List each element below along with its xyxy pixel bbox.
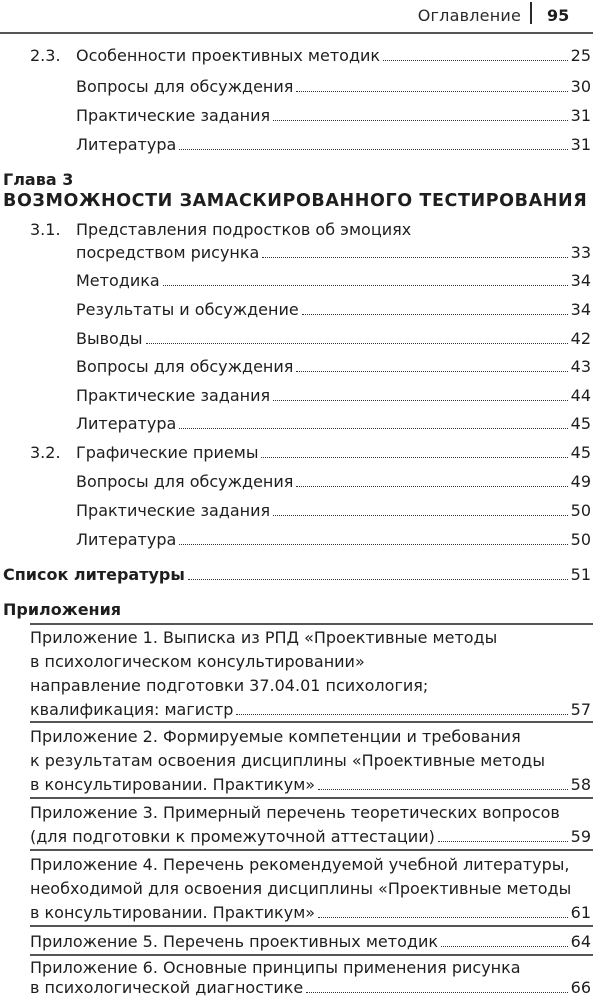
appendix-4-line[interactable]: Приложение 4. Перечень рекомендуемой учебной литературы, bbox=[30, 855, 570, 874]
header-rule bbox=[0, 32, 593, 34]
appendices-heading: Приложения bbox=[3, 600, 122, 619]
dot-leader bbox=[273, 514, 568, 516]
toc-entry[interactable] bbox=[76, 271, 591, 291]
dot-leader bbox=[179, 427, 567, 429]
dot-leader bbox=[441, 945, 568, 947]
dot-leader bbox=[383, 59, 568, 61]
toc-page-number: 31 bbox=[570, 106, 591, 125]
toc-entry-title: Графические приемы bbox=[76, 443, 259, 462]
dot-leader bbox=[179, 148, 567, 150]
toc-page-number: 50 bbox=[570, 530, 591, 549]
toc-page-number: 49 bbox=[570, 472, 591, 491]
running-header bbox=[0, 0, 593, 34]
toc-entry-title: Выводы bbox=[76, 329, 143, 348]
toc-page-number: 57 bbox=[570, 700, 591, 719]
toc-entry-title: Вопросы для обсуждения bbox=[76, 77, 294, 96]
toc-entry-title: Практические задания bbox=[76, 386, 271, 405]
toc-entry-title: в консультировании. Практикум» bbox=[30, 775, 316, 794]
toc-entry-title: Особенности проективных методик bbox=[76, 46, 381, 65]
toc-entry-3-2[interactable] bbox=[76, 443, 591, 463]
dot-leader bbox=[188, 578, 568, 580]
toc-entry-appendix-3[interactable] bbox=[30, 827, 591, 847]
appendix-divider bbox=[30, 954, 593, 956]
toc-entry-title: Практические задания bbox=[76, 106, 271, 125]
toc-entry-appendix-2[interactable] bbox=[30, 775, 591, 795]
appendix-3-line[interactable]: Приложение 3. Примерный перечень теоретических вопросов bbox=[30, 803, 560, 822]
dot-leader bbox=[296, 90, 567, 92]
toc-entry-title: в консультировании. Практикум» bbox=[30, 903, 316, 922]
page-number: 95 bbox=[547, 6, 570, 25]
toc-entry[interactable] bbox=[76, 501, 591, 521]
dot-leader bbox=[318, 788, 568, 790]
appendix-divider bbox=[30, 925, 593, 927]
appendix-divider bbox=[30, 797, 593, 799]
appendix-2-line[interactable]: Приложение 2. Формируемые компетенции и требования bbox=[30, 727, 521, 746]
chapter-label: Глава 3 bbox=[3, 170, 74, 189]
toc-entry-title: Литература bbox=[76, 414, 177, 433]
toc-entry-title: (для подготовки к промежуточной аттестации) bbox=[30, 827, 435, 846]
toc-entry[interactable] bbox=[76, 472, 591, 492]
toc-entry[interactable] bbox=[76, 135, 591, 155]
toc-entry-title: Приложение 5. Перечень проективных методик bbox=[30, 932, 439, 951]
toc-page-number: 25 bbox=[570, 46, 591, 65]
toc-entry-title: Список литературы bbox=[3, 565, 185, 584]
toc-page-number: 61 bbox=[570, 903, 591, 922]
section-number: 3.2. bbox=[30, 443, 61, 462]
dot-leader bbox=[438, 840, 568, 842]
dot-leader bbox=[273, 399, 568, 401]
toc-page-number: 44 bbox=[570, 386, 591, 405]
toc-entry-title: Методика bbox=[76, 271, 160, 290]
appendix-1-line: в психологическом консультировании» bbox=[30, 652, 365, 671]
toc-entry-appendix-1[interactable] bbox=[30, 700, 591, 720]
toc-page-number: 51 bbox=[570, 565, 591, 584]
toc-entry-appendix-5[interactable] bbox=[30, 932, 591, 952]
appendix-2-line: к результатам освоения дисциплины «Проективные методы bbox=[30, 751, 545, 770]
toc-entry[interactable] bbox=[76, 414, 591, 434]
toc-entry-3-1[interactable] bbox=[76, 243, 591, 263]
toc-page-number: 43 bbox=[570, 357, 591, 376]
toc-page-number: 33 bbox=[570, 243, 591, 262]
toc-entry[interactable] bbox=[76, 300, 591, 320]
dot-leader bbox=[273, 119, 568, 121]
toc-entry[interactable] bbox=[76, 329, 591, 349]
toc-page-number: 50 bbox=[570, 501, 591, 520]
toc-page-number: 42 bbox=[570, 329, 591, 348]
toc-page-number: 58 bbox=[570, 775, 591, 794]
toc-entry-references[interactable] bbox=[3, 565, 591, 585]
toc-entry-appendix-4[interactable] bbox=[30, 903, 591, 923]
toc-page-number: 45 bbox=[570, 443, 591, 462]
toc-entry-appendix-6[interactable] bbox=[30, 978, 591, 998]
toc-page-number: 30 bbox=[570, 77, 591, 96]
toc-entry-title: в психологической диагностике bbox=[30, 978, 304, 997]
dot-leader bbox=[163, 284, 568, 286]
toc-entry-title: посредством рисунка bbox=[76, 243, 260, 262]
dot-leader bbox=[236, 713, 567, 715]
dot-leader bbox=[296, 370, 567, 372]
dot-leader bbox=[306, 991, 567, 993]
toc-page-number: 64 bbox=[570, 932, 591, 951]
toc-entry-2-3[interactable] bbox=[76, 46, 591, 66]
toc-entry-title: Литература bbox=[76, 135, 177, 154]
section-number: 3.1. bbox=[30, 220, 61, 239]
appendix-divider bbox=[30, 721, 593, 723]
toc-page-number: 31 bbox=[570, 135, 591, 154]
appendix-1-line[interactable]: Приложение 1. Выписка из РПД «Проективные методы bbox=[30, 628, 498, 647]
toc-entry-title: Результаты и обсуждение bbox=[76, 300, 299, 319]
appendix-divider bbox=[30, 849, 593, 851]
section-number: 2.3. bbox=[30, 46, 61, 65]
dot-leader bbox=[179, 543, 567, 545]
dot-leader bbox=[146, 342, 568, 344]
dot-leader bbox=[318, 916, 568, 918]
toc-entry-title: Практические задания bbox=[76, 501, 271, 520]
toc-entry-title-line: Представления подростков об эмоциях bbox=[76, 220, 412, 239]
toc-entry[interactable] bbox=[76, 77, 591, 97]
toc-entry[interactable] bbox=[76, 386, 591, 406]
header-separator bbox=[530, 2, 532, 24]
toc-entry-title: Литература bbox=[76, 530, 177, 549]
dot-leader bbox=[296, 485, 567, 487]
toc-entry-title: квалификация: магистр bbox=[30, 700, 234, 719]
toc-page-number: 59 bbox=[570, 827, 591, 846]
toc-entry-title: Вопросы для обсуждения bbox=[76, 472, 294, 491]
toc-entry-title: Вопросы для обсуждения bbox=[76, 357, 294, 376]
appendix-1-line: направление подготовки 37.04.01 психология; bbox=[30, 676, 429, 695]
appendix-4-line: необходимой для освоения дисциплины «Проективные методы bbox=[30, 879, 572, 898]
toc-entry[interactable] bbox=[76, 357, 591, 377]
appendix-6-line[interactable]: Приложение 6. Основные принципы применения рисунка bbox=[30, 958, 521, 977]
dot-leader bbox=[262, 256, 567, 258]
toc-page-number: 66 bbox=[570, 978, 591, 997]
toc-entry[interactable] bbox=[76, 106, 591, 126]
dot-leader bbox=[302, 313, 568, 315]
header-section-title: Оглавление bbox=[417, 6, 521, 25]
chapter-title[interactable]: ВОЗМОЖНОСТИ ЗАМАСКИРОВАННОГО ТЕСТИРОВАНИЯ bbox=[3, 191, 588, 211]
toc-page-number: 34 bbox=[570, 300, 591, 319]
toc-page-number: 34 bbox=[570, 271, 591, 290]
toc-page-number: 45 bbox=[570, 414, 591, 433]
appendix-divider bbox=[30, 623, 593, 625]
dot-leader bbox=[261, 456, 567, 458]
toc-entry[interactable] bbox=[76, 530, 591, 550]
